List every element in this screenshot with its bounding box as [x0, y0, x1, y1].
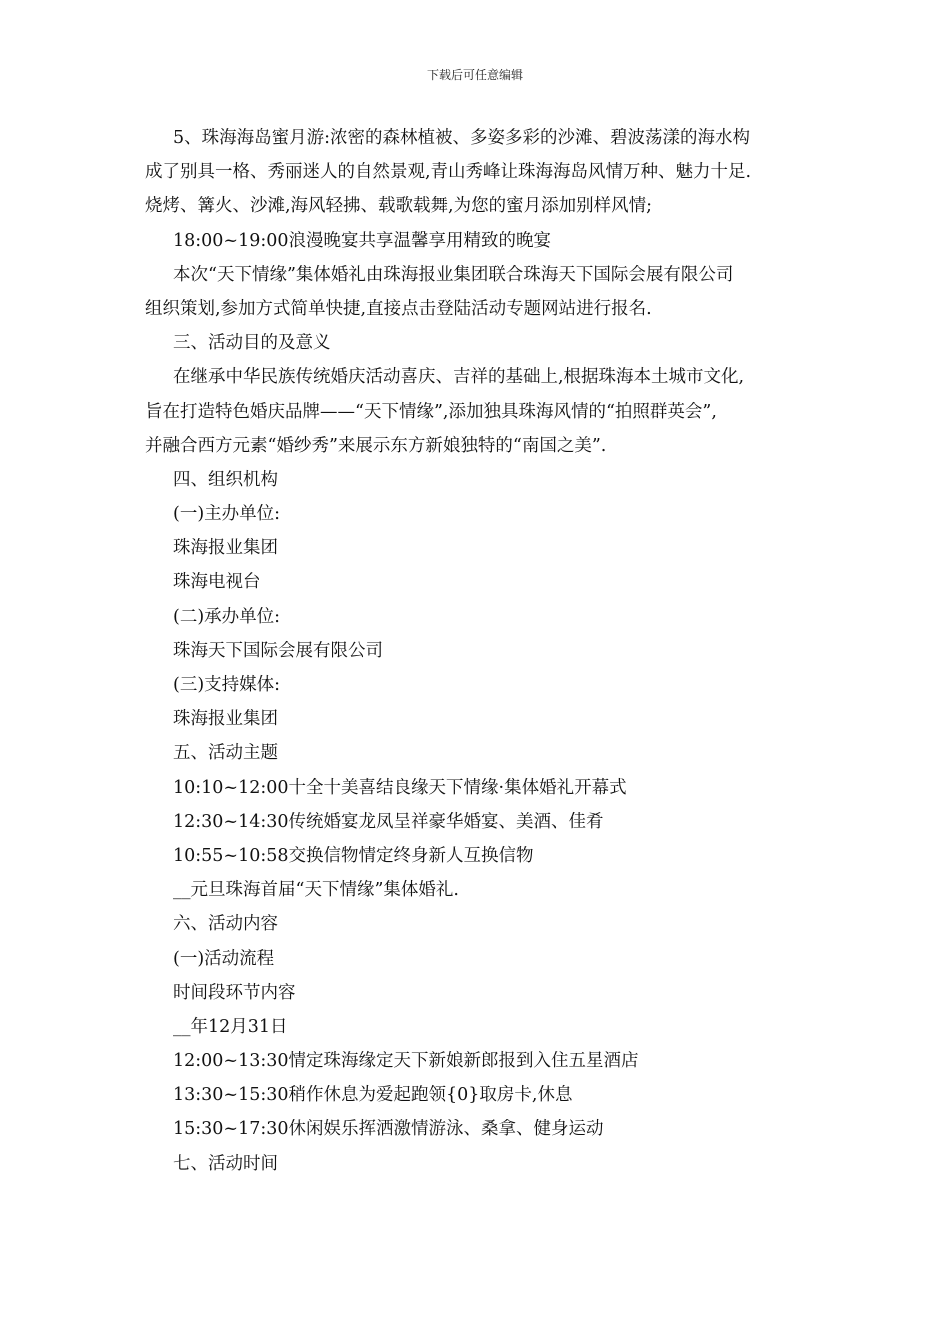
paragraph-line: 时间段环节内容 [173, 982, 296, 1003]
schedule-line: 10:55~10:58交换信物情定终身新人互换信物 [173, 845, 534, 866]
subsection-heading: (一)主办单位: [173, 504, 281, 525]
paragraph-line: 珠海电视台 [173, 572, 261, 593]
paragraph-line: 珠海报业集团 [173, 538, 278, 559]
paragraph-line: __年12月31日 [173, 1016, 288, 1037]
schedule-line: 13:30~15:30稍作休息为爱起跑领{0}取房卡,休息 [173, 1085, 573, 1106]
section-heading: 七、活动时间 [173, 1153, 278, 1174]
section-heading: 三、活动目的及意义 [173, 333, 331, 354]
paragraph-line: 成了别具一格、秀丽迷人的自然景观,青山秀峰让珠海海岛风情万种、魅力十足. [145, 162, 752, 183]
paragraph-line: 珠海天下国际会展有限公司 [173, 640, 383, 661]
section-heading: 六、活动内容 [173, 914, 278, 935]
paragraph-line: 18:00~19:00浪漫晚宴共享温馨享用精致的晚宴 [173, 230, 552, 251]
subsection-heading: (二)承办单位: [173, 606, 281, 627]
schedule-line: 15:30~17:30休闲娱乐挥洒激情游泳、桑拿、健身运动 [173, 1119, 604, 1140]
paragraph-line: 本次“天下情缘”集体婚礼由珠海报业集团联合珠海天下国际会展有限公司 [173, 264, 734, 285]
paragraph-line: 珠海报业集团 [173, 709, 278, 730]
paragraph-line: 在继承中华民族传统婚庆活动喜庆、吉祥的基础上,根据珠海本土城市文化, [173, 367, 745, 388]
section-heading: 五、活动主题 [173, 743, 278, 764]
schedule-line: 12:00~13:30情定珠海缘定天下新娘新郎报到入住五星酒店 [173, 1051, 639, 1072]
page-header-note: 下载后可任意编辑 [426, 68, 523, 82]
schedule-line: 12:30~14:30传统婚宴龙凤呈祥豪华婚宴、美酒、佳肴 [173, 811, 604, 832]
paragraph-line: __元旦珠海首届“天下情缘”集体婚礼. [173, 880, 459, 901]
section-heading: 四、组织机构 [173, 469, 278, 490]
paragraph-line: 组织策划,参加方式简单快捷,直接点击登陆活动专题网站进行报名. [145, 298, 652, 319]
paragraph-line: 旨在打造特色婚庆品牌——“天下情缘”,添加独具珠海风情的“拍照群英会”, [145, 401, 717, 422]
paragraph-line: 烧烤、篝火、沙滩,海风轻拂、载歌载舞,为您的蜜月添加别样风情; [145, 196, 653, 217]
subsection-heading: (一)活动流程 [173, 948, 275, 969]
subsection-heading: (三)支持媒体: [173, 675, 281, 695]
paragraph-line: 并融合西方元素“婚纱秀”来展示东方新娘独特的“南国之美”. [145, 435, 607, 456]
document-body [145, 121, 825, 1181]
schedule-line: 10:10~12:00十全十美喜结良缘天下情缘·集体婚礼开幕式 [173, 777, 627, 798]
paragraph-line: 5、珠海海岛蜜月游:浓密的森林植被、多姿多彩的沙滩、碧波荡漾的海水构 [173, 128, 751, 148]
